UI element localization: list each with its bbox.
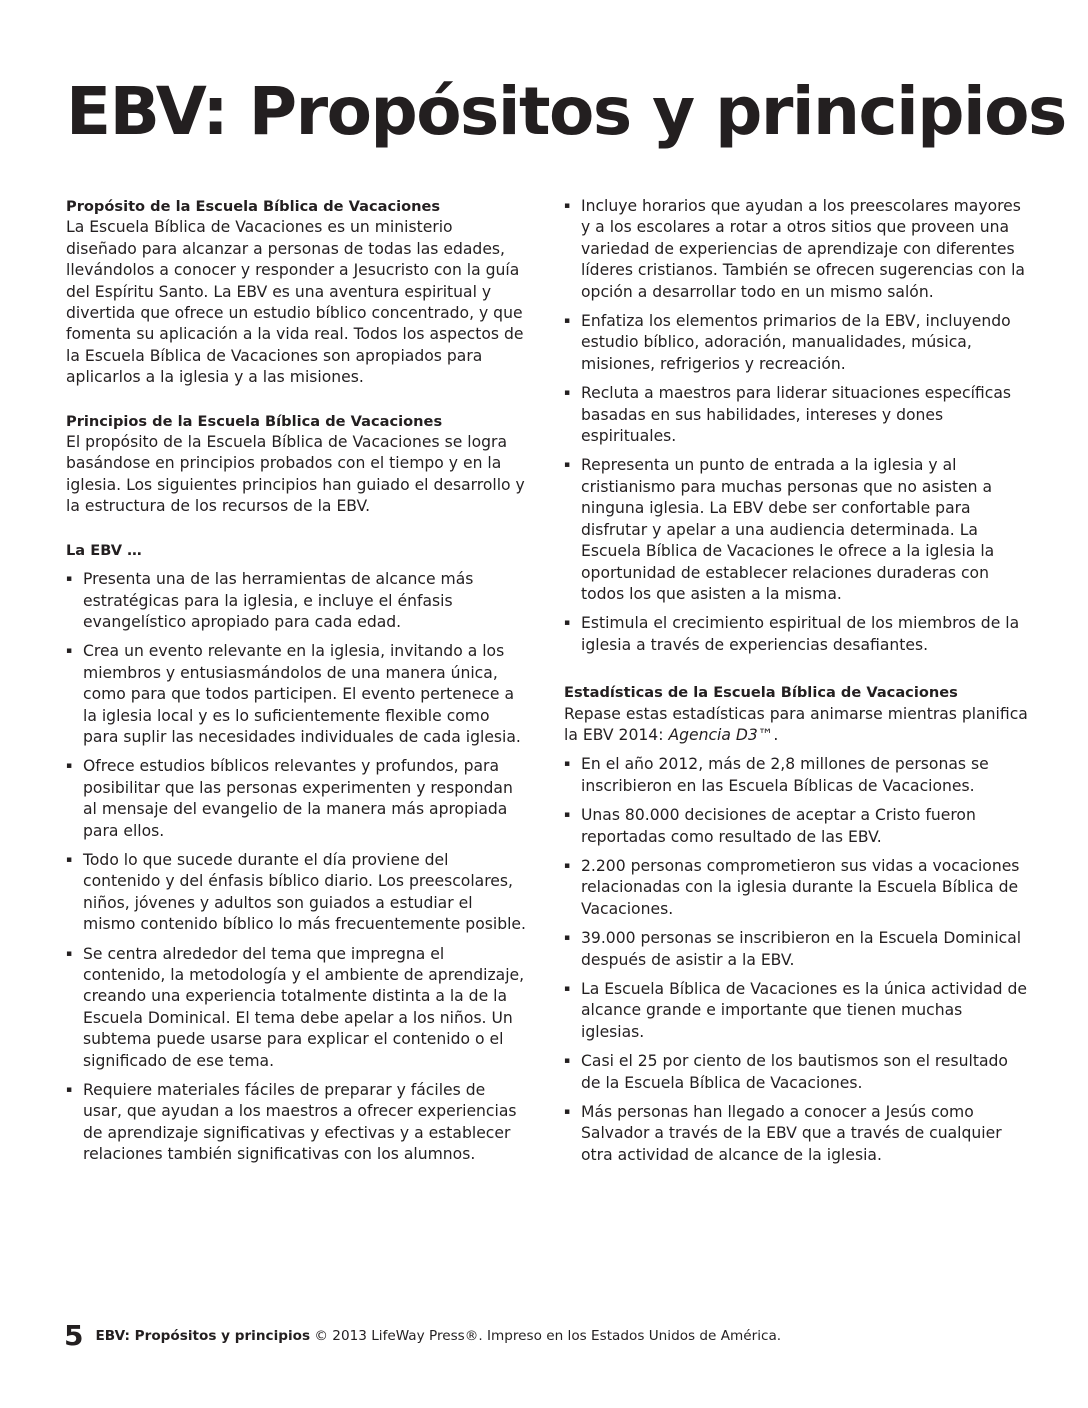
- list-item: ▪ Recluta a maestros para liderar situaciones específicas basadas en sus habilidades, intereses y dones espirituales.: [564, 383, 1030, 447]
- ebv-list-right: [564, 196, 1030, 656]
- purpose-section: [66, 196, 528, 389]
- stats-heading: Estadísticas de la Escuela Bíblica de Vacaciones: [564, 684, 958, 702]
- stats-intro-emphasis: Agencia D3™: [668, 725, 774, 744]
- list-item: ▪ Más personas han llegado a conocer a Jesús como Salvador a través de la EBV que a través de cualquier otra actividad de alcance de la iglesia.: [564, 1102, 1030, 1166]
- list-item: ▪ 39.000 personas se inscribieron en la Escuela Dominical después de asistir a la EBV.: [564, 928, 1030, 971]
- list-item: ▪ Ofrece estudios bíblicos relevantes y profundos, para posibilitar que las personas experimenten y respondan al mensaje del evangelio de la manera más apropiada para ellos.: [66, 756, 528, 842]
- footer-copyright: © 2013 LifeWay Press®. Impreso en los Estados Unidos de América.: [310, 1328, 782, 1344]
- ebv-list-continued: [564, 196, 1030, 656]
- list-item: ▪ Requiere materiales fáciles de preparar y fáciles de usar, que ayudan a los maestros a ofrecer experiencias de aprendizaje significativas y efectivas y a establecer relaciones también significativas con los alumnos.: [66, 1080, 528, 1166]
- right-column: [564, 196, 1030, 1188]
- page-number: 5: [64, 1319, 84, 1352]
- list-item: ▪ Unas 80.000 decisiones de aceptar a Cristo fueron reportadas como resultado de las EBV.: [564, 805, 1030, 848]
- ebv-list-left: [66, 569, 528, 1166]
- stats-intro-text: Repase estas estadísticas para animarse mientras planifica la EBV 2014:: [564, 704, 1028, 744]
- left-column: [66, 196, 528, 1188]
- list-item: ▪ Representa un punto de entrada a la iglesia y al cristianismo para muchas personas que no asisten a ninguna iglesia. La EBV debe ser confortable para disfrutar y apelar a una audiencia determinada. La Escuela Bíblica de Vacaciones le ofrece a la iglesia la oportunidad de establecer relaciones duraderas con todos los que asisten a la misma.: [564, 455, 1030, 605]
- footer-title: EBV: Propósitos y principios: [95, 1328, 311, 1344]
- list-item: ▪ En el año 2012, más de 2,8 millones de personas se inscribieron en las Escuela Bíblicas de Vacaciones.: [564, 754, 1030, 797]
- stats-section: [564, 682, 1030, 1166]
- purpose-body: La Escuela Bíblica de Vacaciones es un ministerio diseñado para alcanzar a personas de todas las edades, llevándolos a conocer y responder a Jesucristo con la guía del Espíritu Santo. La EBV es una aventura espiritual y divertida que ofrece un estudio bíblico concentrado, y que fomenta su aplicación a la vida real. Todos los aspectos de la Escuela Bíblica de Vacaciones son apropiados para aplicarlos a la iglesia y a las misiones.: [66, 218, 524, 387]
- principles-section: [66, 411, 528, 518]
- list-item: ▪ Crea un evento relevante en la iglesia, invitando a los miembros y entusiasmándolos de una manera única, como para que todos participen. El evento pertenece a la iglesia local y es lo suficientemente flexible como para suplir las necesidades individuales de cada iglesia.: [66, 641, 528, 748]
- ebv-list-section: [66, 540, 528, 1166]
- list-item: ▪ 2.200 personas comprometieron sus vidas a vocaciones relacionadas con la iglesia durante la Escuela Bíblica de Vacaciones.: [564, 856, 1030, 920]
- stats-intro-end: .: [773, 725, 779, 744]
- principles-heading: Principios de la Escuela Bíblica de Vacaciones: [66, 412, 443, 430]
- list-item: ▪ La Escuela Bíblica de Vacaciones es la única actividad de alcance grande e importante que tienen muchas iglesias.: [564, 979, 1030, 1043]
- stats-list: [564, 754, 1030, 1166]
- principles-body: El propósito de la Escuela Bíblica de Vacaciones se logra basándose en principios probados con el tiempo y en la iglesia. Los siguientes principios han guiado el desarrollo y la estructura de los recursos de la EBV.: [66, 433, 525, 516]
- stats-intro: [564, 704, 1030, 747]
- page-title: EBV: Propósitos y principios: [66, 73, 1066, 150]
- list-item: ▪ Casi el 25 por ciento de los bautismos son el resultado de la Escuela Bíblica de Vacaciones.: [564, 1051, 1030, 1094]
- list-item: ▪ Incluye horarios que ayudan a los preescolares mayores y a los escolares a rotar a otros sitios que proveen una variedad de experiencias de aprendizaje con diferentes líderes cristianos. También se ofrecen sugerencias con la opción a desarrollar todo en un mismo salón.: [564, 196, 1030, 303]
- list-item: ▪ Enfatiza los elementos primarios de la EBV, incluyendo estudio bíblico, adoración, manualidades, música, misiones, refrigerios y recreación.: [564, 311, 1030, 375]
- list-item: ▪ Presenta una de las herramientas de alcance más estratégicas para la iglesia, e incluye el énfasis evangelístico apropiado para cada edad.: [66, 569, 528, 633]
- list-item: ▪ Estimula el crecimiento espiritual de los miembros de la iglesia a través de experiencias desafiantes.: [564, 613, 1030, 656]
- list-item: ▪ Se centra alrededor del tema que impregna el contenido, la metodología y el ambiente de aprendizaje, creando una experiencia totalmente distinta a la de la Escuela Dominical. El tema debe apelar a los niños. Un subtema puede usarse para explicar el contenido o el significado de ese tema.: [66, 944, 528, 1072]
- ebv-list-heading: La EBV …: [66, 541, 142, 559]
- purpose-heading: Propósito de la Escuela Bíblica de Vacaciones: [66, 198, 441, 215]
- list-item: ▪ Todo lo que sucede durante el día proviene del contenido y del énfasis bíblico diario. Los preescolares, niños, jóvenes y adultos son guiados a estudiar el mismo contenido bíblico lo más frecuentemente posible.: [66, 850, 528, 936]
- page-footer: [64, 1316, 1044, 1356]
